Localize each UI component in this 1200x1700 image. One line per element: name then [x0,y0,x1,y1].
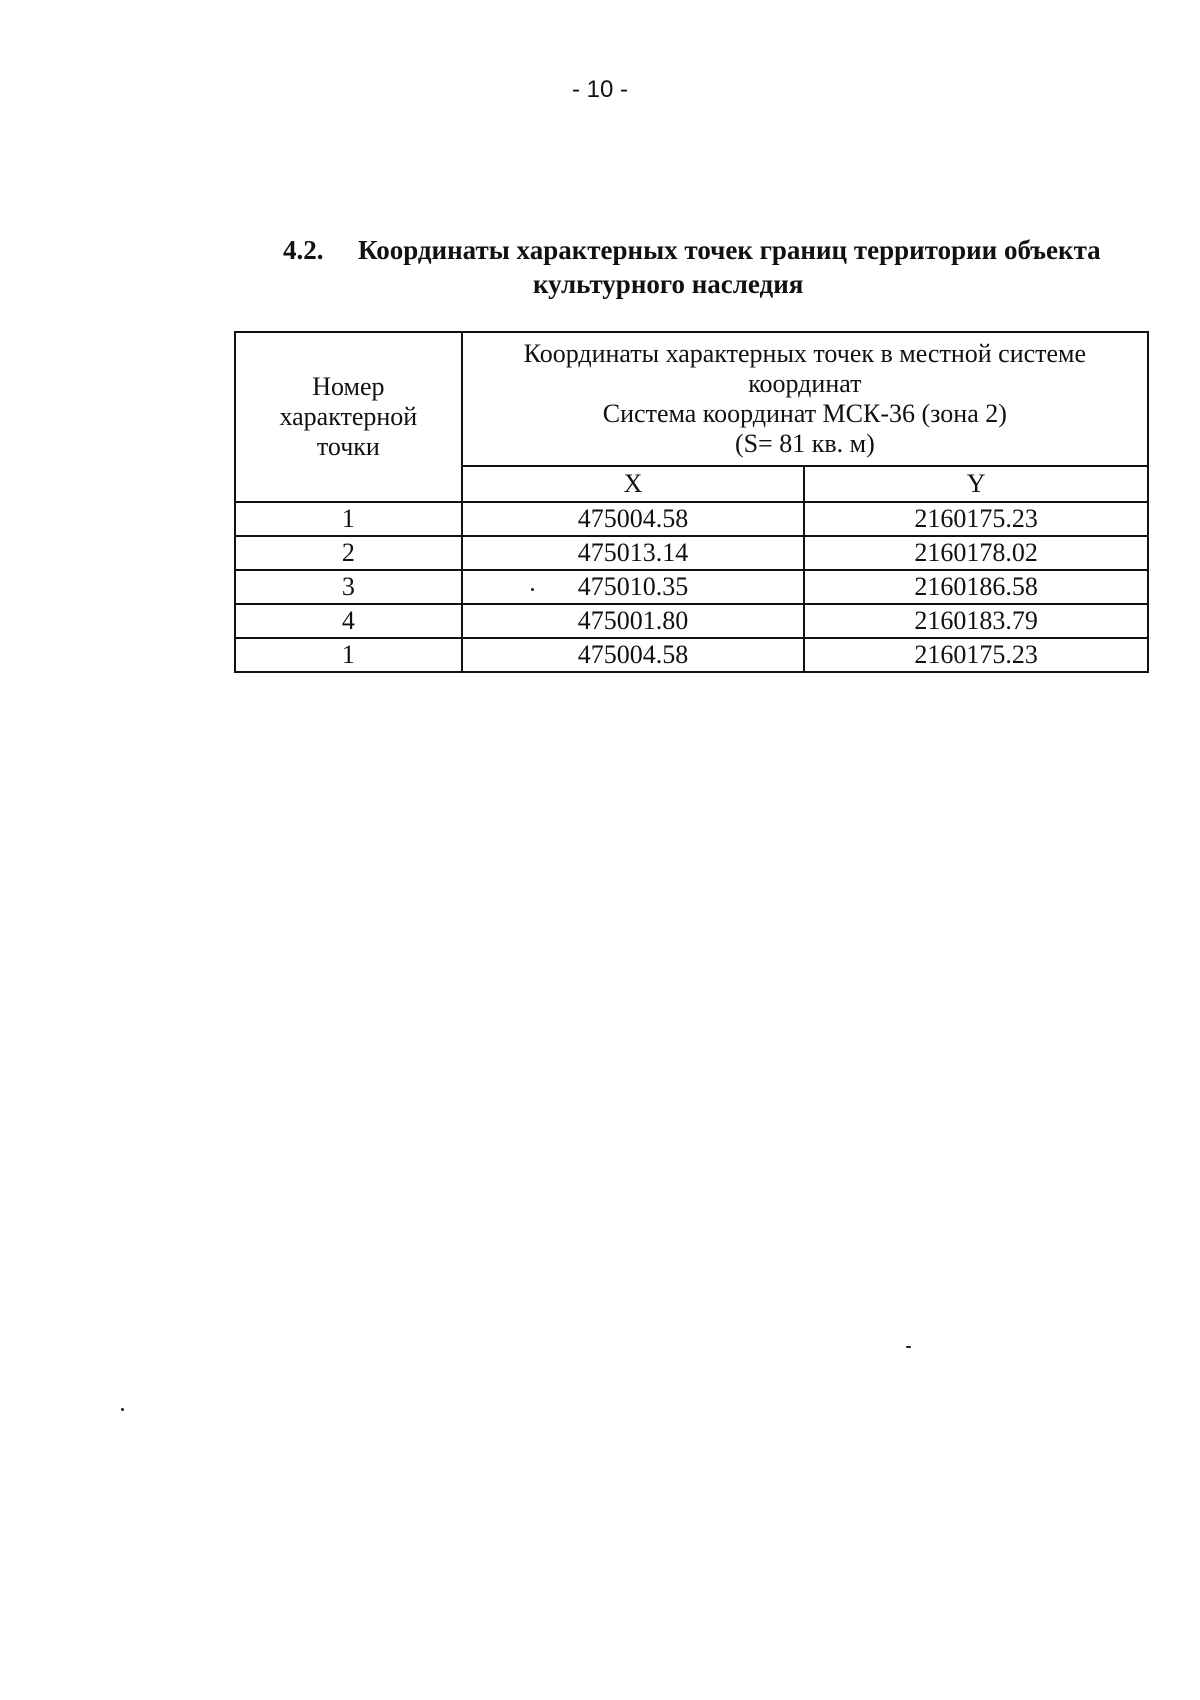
page-number: - 10 - [571,76,628,103]
section-number: 4.2. [283,235,324,265]
cell-point: 1 [235,502,462,536]
cell-point: 4 [235,604,462,638]
header-point-line: точки [316,432,380,461]
scan-speck [531,588,534,591]
section-title-text: Координаты характерных точек границ территории объекта [358,235,1101,265]
table-row [235,604,1148,638]
table-row [235,536,1148,570]
cell-y: 2160178.02 [804,536,1148,570]
cell-x: 475004.58 [462,638,805,672]
table-row [235,570,1148,604]
scan-speck [906,1346,911,1348]
cell-y: 2160175.23 [804,638,1148,672]
section-title [283,233,1163,301]
header-point-line: Номер [312,372,385,401]
cell-x: 475013.14 [462,536,805,570]
header-point-line: характерной [279,402,418,431]
cell-y: 2160183.79 [804,604,1148,638]
cell-point: 3 [235,570,462,604]
cell-x: 475010.35 [462,570,805,604]
header-coords-line: (S= 81 кв. м) [734,429,875,458]
header-point-number [235,332,462,502]
scan-speck [121,1408,124,1411]
cell-y: 2160186.58 [804,570,1148,604]
cell-point: 1 [235,638,462,672]
header-y: Y [804,466,1148,502]
table-row [235,638,1148,672]
cell-x: 475004.58 [462,502,805,536]
section-title-line-1 [283,233,1163,267]
section-title-line-2: культурного наследия [533,269,804,299]
cell-x: 475001.80 [462,604,805,638]
header-x: X [462,466,805,502]
table-row [235,502,1148,536]
cell-point: 2 [235,536,462,570]
header-coordinates [462,332,1148,466]
coordinates-table [234,331,1149,673]
header-coords-line: координат [748,369,862,398]
header-coords-line: Координаты характерных точек в местной системе [523,339,1087,368]
header-coords-line: Система координат МСК-36 (зона 2) [602,399,1007,428]
cell-y: 2160175.23 [804,502,1148,536]
